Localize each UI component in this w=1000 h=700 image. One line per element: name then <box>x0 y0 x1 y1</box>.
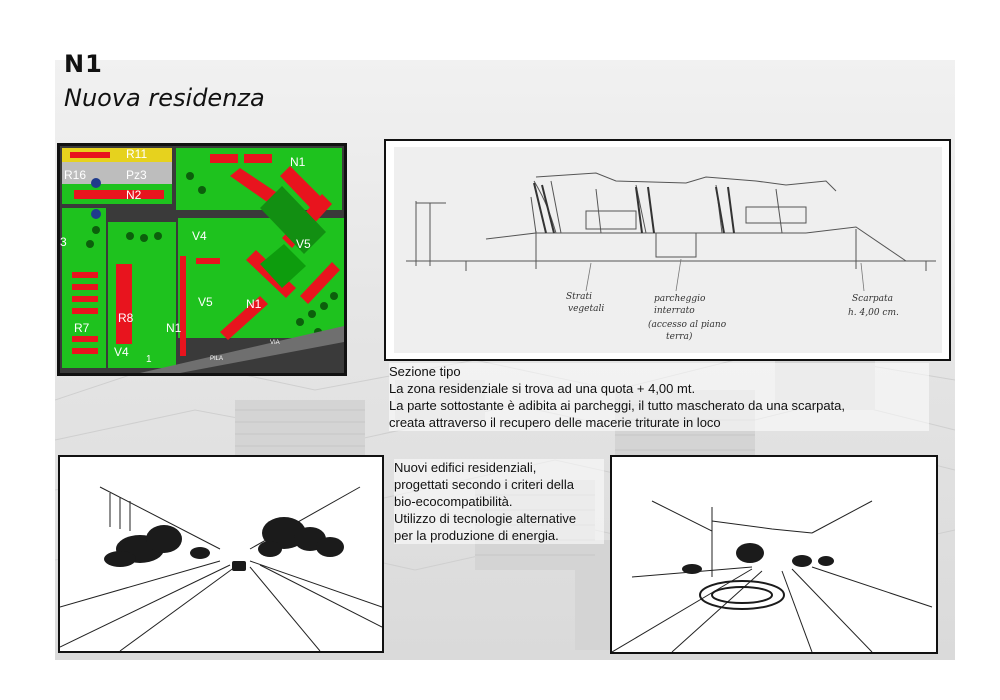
sheet-code: N1 <box>64 50 103 78</box>
section-caption-line1: La zona residenziale si trova ad una quota + 4,00 mt. <box>389 381 696 396</box>
plan-label-n1-mid: N1 <box>246 297 262 311</box>
section-note-center-line3: (accesso al piano <box>648 320 727 330</box>
section-note-right-line2: h. 4,00 cm. <box>848 308 899 318</box>
plan-label-edge-3: 3 <box>60 235 67 249</box>
plan-label-street-pila: PILA <box>210 356 224 362</box>
perspective-sketch-right <box>610 455 938 654</box>
section-sketch <box>384 139 951 361</box>
plan-label-n1-top: N1 <box>290 155 306 169</box>
perspective-sketch-left <box>58 455 384 653</box>
section-note-left-line2: vegetali <box>568 304 605 314</box>
buildings-caption-line5: per la produzione di energia. <box>394 528 559 543</box>
plan-label-n2: N2 <box>126 188 142 202</box>
plan-label-v4-low: V4 <box>114 345 129 359</box>
plan-label-r8: R8 <box>118 311 134 325</box>
section-note-left-line1: Strati <box>566 292 592 302</box>
buildings-caption-line1: Nuovi edifici residenziali, <box>394 460 537 475</box>
plan-label-r11: R11 <box>126 147 148 161</box>
perspective-sketch-right-drawing <box>612 457 936 652</box>
perspective-sketch-left-drawing <box>60 457 382 651</box>
buildings-caption-line4: Utilizzo di tecnologie alternative <box>394 511 577 526</box>
section-sketch-drawing <box>386 141 949 359</box>
site-plan <box>57 143 347 376</box>
section-note-center-line4: terra) <box>666 332 693 342</box>
buildings-caption-line3: bio-ecocompatibilità. <box>394 494 513 509</box>
plan-label-edge-1: 1 <box>146 354 152 365</box>
section-caption-title: Sezione tipo <box>389 364 461 379</box>
plan-label-pz3: Pz3 <box>126 168 147 182</box>
section-note-center-line2: interrato <box>654 306 695 316</box>
plan-label-v5-right: V5 <box>296 237 311 251</box>
site-plan-drawing <box>60 146 344 373</box>
section-note-center-line1: parcheggio <box>654 294 706 304</box>
plan-label-v4-top: V4 <box>192 229 207 243</box>
section-caption-line3: creata attraverso il recupero delle macerie triturate in loco <box>389 415 721 430</box>
plan-label-n1-low: N1 <box>166 321 182 335</box>
sheet-title: Nuova residenza <box>64 84 265 112</box>
section-caption-line2: La parte sottostante è adibita ai parcheggi, il tutto mascherato da una scarpata, <box>389 398 846 413</box>
plan-label-r7: R7 <box>74 321 90 335</box>
section-note-right-line1: Scarpata <box>852 294 893 304</box>
plan-label-v5-center: V5 <box>198 295 213 309</box>
plan-label-r16: R16 <box>64 168 87 182</box>
section-caption <box>389 363 929 431</box>
plan-label-street-via: VIA <box>270 340 280 346</box>
buildings-caption <box>394 459 604 544</box>
buildings-caption-line2: progettati secondo i criteri della <box>394 477 574 492</box>
